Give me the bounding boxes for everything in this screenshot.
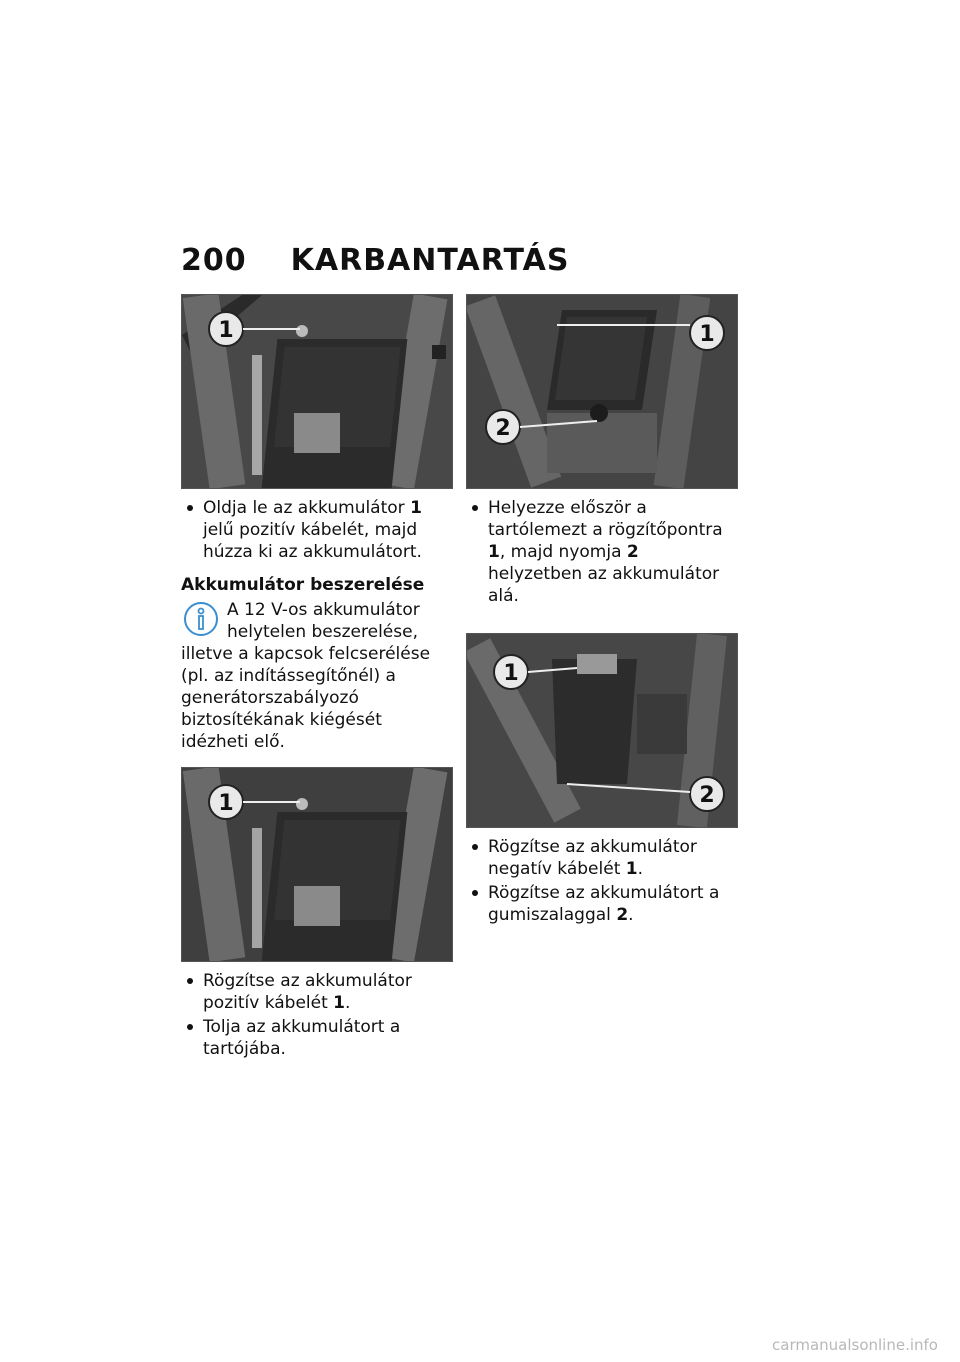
step-list-holder bbox=[466, 497, 738, 607]
photo3-label-2: 2 bbox=[495, 416, 511, 441]
step-list-fix bbox=[466, 836, 738, 926]
photo4-label-2: 2 bbox=[699, 783, 715, 808]
photo2-label-1: 1 bbox=[218, 791, 234, 816]
page-number: 200 bbox=[181, 243, 247, 278]
warning-note bbox=[181, 599, 453, 753]
note-text: A 12 V-os akkumulátor helytelen beszerelése, illetve a kapcsok felcserélése (pl. az indítássegítőnél) a generátorszabályozó biztosítékának kiégését idézheti elő. bbox=[181, 600, 431, 752]
photo-battery-positive-cable bbox=[181, 294, 453, 489]
photo3-label-1: 1 bbox=[699, 322, 715, 347]
step-fix-negative-cable: Rögzítse az akkumulátor negatív kábelét 1. bbox=[466, 836, 738, 880]
right-column bbox=[466, 294, 738, 928]
info-icon bbox=[183, 601, 219, 637]
step-fix-strap: Rögzítse az akkumulátort a gumiszalaggal 2. bbox=[466, 882, 738, 926]
step-list-remove bbox=[181, 497, 453, 563]
page-header bbox=[181, 243, 569, 278]
watermark: carmanualsonline.info bbox=[772, 1336, 938, 1354]
step-list-install bbox=[181, 970, 453, 1060]
subheading-install: Akkumulátor beszerelése bbox=[181, 575, 425, 595]
left-column bbox=[181, 294, 453, 1062]
section-title: KARBANTARTÁS bbox=[290, 243, 570, 278]
photo1-label-1: 1 bbox=[218, 318, 234, 343]
photo-holder-plate bbox=[466, 294, 738, 489]
photo-negative-cable-strap bbox=[466, 633, 738, 828]
photo4-label-1: 1 bbox=[503, 661, 519, 686]
step-push-battery: Tolja az akkumulátort a tartójába. bbox=[181, 1016, 453, 1060]
photo-battery-install bbox=[181, 767, 453, 962]
step-fix-positive-cable: Rögzítse az akkumulátor pozitív kábelét 1. bbox=[181, 970, 453, 1014]
step-remove-positive-cable: Oldja le az akkumulátor 1 jelű pozitív kábelét, majd húzza ki az akkumulátort. bbox=[181, 497, 453, 563]
step-place-holder-plate: Helyezze először a tartólemezt a rögzítőpontra 1, majd nyomja 2 helyzetben az akkumulátor alá. bbox=[466, 497, 738, 607]
